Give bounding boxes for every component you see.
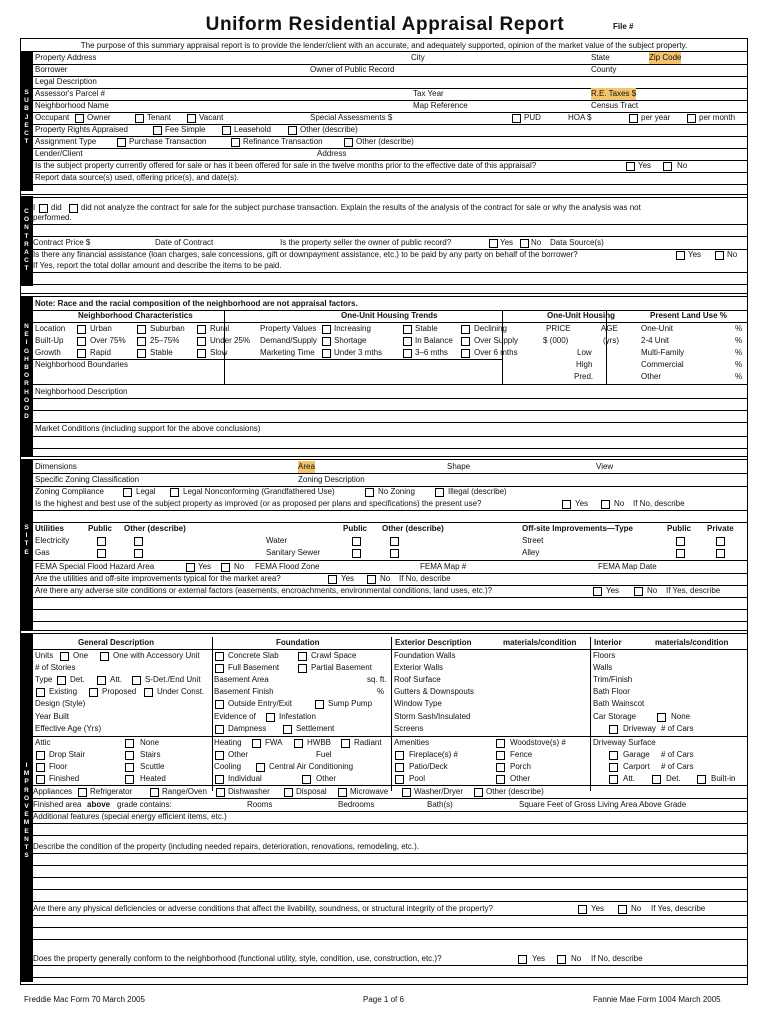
state-label: State	[591, 53, 610, 62]
section-band-letter: H	[24, 388, 29, 396]
section-band-letter: P	[24, 778, 29, 786]
hwbb-checkbox[interactable]	[294, 739, 303, 748]
section-band-letter: T	[24, 265, 29, 273]
section-band-letter: O	[23, 216, 30, 224]
illegal-checkbox[interactable]	[435, 488, 444, 497]
adverse-no-checkbox[interactable]	[634, 587, 643, 596]
contract-analysis-statement: did not analyze the contract for sale for the subject purchase transaction. Explain the results of the analysis of the contract for sale or why the analysis was not	[81, 203, 641, 212]
section-band-letter: I	[25, 762, 28, 769]
pud-checkbox[interactable]	[512, 114, 521, 123]
section-band-letter: U	[24, 97, 29, 105]
one-unit-housing-header: One-Unit Housing	[547, 311, 615, 320]
alley-private-checkbox[interactable]	[716, 549, 725, 558]
drop-stair-checkbox[interactable]	[36, 751, 45, 760]
under-construction-checkbox[interactable]	[144, 688, 153, 697]
lender-client-label: Lender/Client	[35, 149, 83, 158]
race-note: Note: Race and the racial composition of the neighborhood are not appraisal factors.	[35, 299, 358, 308]
dimensions-label: Dimensions	[35, 462, 77, 471]
stable-values-checkbox[interactable]	[403, 325, 412, 334]
section-band-letter: E	[24, 827, 29, 835]
owner-of-record-label: Owner of Public Record	[310, 65, 395, 74]
section-band-letter: B	[24, 364, 29, 371]
patio-checkbox[interactable]	[395, 763, 404, 772]
central-air-checkbox[interactable]	[256, 763, 265, 772]
section-band-letter: A	[24, 249, 29, 256]
section-band-improvements	[20, 634, 33, 982]
seller-yes-checkbox[interactable]	[489, 239, 498, 248]
over-supply-checkbox[interactable]	[461, 337, 470, 346]
leasehold-checkbox[interactable]	[222, 126, 231, 135]
individual-checkbox[interactable]	[215, 775, 224, 784]
contract-data-sources-label: Data Source(s)	[550, 238, 604, 247]
view-label: View	[596, 462, 614, 471]
driveway-checkbox[interactable]	[609, 725, 618, 734]
dampness-checkbox[interactable]	[215, 725, 224, 734]
25-75-checkbox[interactable]	[137, 337, 146, 346]
contract-price-label: Contract Price $	[33, 238, 91, 247]
assistance-if-yes-label: If Yes, report the total dollar amount and describe the items to be paid.	[33, 261, 282, 270]
section-band-letter: N	[24, 835, 29, 843]
census-tract-label: Census Tract	[591, 101, 639, 110]
neighborhood-description-label: Neighborhood Description	[35, 387, 128, 396]
water-other-checkbox[interactable]	[390, 537, 399, 546]
no-zoning-checkbox[interactable]	[365, 488, 374, 497]
deficiency-no-checkbox[interactable]	[618, 905, 627, 914]
fannie-mae-form-label: Fannie Mae Form 1004 March 2005	[593, 995, 721, 1004]
electricity-other-checkbox[interactable]	[134, 537, 143, 546]
section-band-letter: C	[24, 257, 29, 265]
tenant-checkbox[interactable]	[135, 114, 144, 123]
file-number-label: File #	[613, 22, 634, 31]
zoning-compliance-label: Zoning Compliance	[35, 487, 104, 496]
re-taxes-field[interactable]: R.E. Taxes $	[591, 89, 637, 98]
electricity-public-checkbox[interactable]	[97, 537, 106, 546]
hbu-no-checkbox[interactable]	[601, 500, 610, 509]
offered-no-checkbox[interactable]	[663, 162, 672, 171]
radiant-checkbox[interactable]	[341, 739, 350, 748]
section-band-letter: M	[23, 770, 30, 778]
section-band-letter: O	[23, 372, 30, 380]
woodstove-checkbox[interactable]	[496, 739, 505, 748]
settlement-checkbox[interactable]	[283, 725, 292, 734]
section-band-letter: T	[24, 138, 29, 146]
rights-other-checkbox[interactable]	[288, 126, 297, 135]
disposal-checkbox[interactable]	[284, 788, 293, 797]
sump-pump-checkbox[interactable]	[315, 700, 324, 709]
crawl-space-checkbox[interactable]	[298, 652, 307, 661]
utilities-typical-question: Are the utilities and off-site improvements typical for the market area?	[35, 574, 281, 583]
garage-checkbox[interactable]	[609, 751, 618, 760]
alley-public-checkbox[interactable]	[676, 549, 685, 558]
seller-no-checkbox[interactable]	[520, 239, 529, 248]
foundation-header: Foundation	[276, 638, 320, 647]
increasing-checkbox[interactable]	[322, 325, 331, 334]
utilities-header: Utilities	[35, 524, 64, 533]
finished-checkbox[interactable]	[36, 775, 45, 784]
exterior-description-header: Exterior Description	[395, 638, 472, 647]
infestation-checkbox[interactable]	[266, 713, 275, 722]
purchase-checkbox[interactable]	[117, 138, 126, 147]
assist-yes-checkbox[interactable]	[676, 251, 685, 260]
adverse-yes-checkbox[interactable]	[593, 587, 602, 596]
3-6-checkbox[interactable]	[403, 349, 412, 358]
rapid-checkbox[interactable]	[77, 349, 86, 358]
general-description-header: General Description	[78, 638, 155, 647]
page-footer	[0, 994, 770, 1006]
parcel-label: Assessor's Parcel #	[35, 89, 105, 98]
row	[33, 52, 747, 64]
type-det-checkbox[interactable]	[57, 676, 66, 685]
county-label: County	[591, 65, 617, 74]
per-year-checkbox[interactable]	[629, 114, 638, 123]
car-storage-none-checkbox[interactable]	[657, 713, 666, 722]
additional-features-label: Additional features (special energy efficient items, etc.)	[33, 812, 227, 821]
stable-growth-checkbox[interactable]	[137, 349, 146, 358]
section-band-letter: C	[24, 130, 29, 137]
page-number: Page 1 of 6	[363, 995, 404, 1004]
water-public-checkbox[interactable]	[352, 537, 361, 546]
fema-no-checkbox[interactable]	[221, 563, 230, 572]
special-assessments-label: Special Assessments $	[310, 113, 393, 122]
proposed-checkbox[interactable]	[89, 688, 98, 697]
land-use-header: Present Land Use %	[650, 311, 727, 320]
section-band-letter: C	[24, 208, 29, 215]
location-label: Location	[35, 324, 66, 333]
typical-no-checkbox[interactable]	[367, 575, 376, 584]
carport-checkbox[interactable]	[609, 763, 618, 772]
condition-label: Describe the condition of the property (including needed repairs, deterioration, renovations, remodeling, etc.).	[33, 842, 419, 851]
report-data-source-label: Report data source(s) used, offering price(s), and date(s).	[35, 173, 239, 182]
section-band-letter: T	[24, 540, 29, 548]
porch-checkbox[interactable]	[496, 763, 505, 772]
washer-dryer-checkbox[interactable]	[402, 788, 411, 797]
in-balance-checkbox[interactable]	[403, 337, 412, 346]
gas-public-checkbox[interactable]	[97, 549, 106, 558]
attic-none-checkbox[interactable]	[125, 739, 134, 748]
gas-other-checkbox[interactable]	[134, 549, 143, 558]
section-band-letter: I	[25, 532, 28, 540]
conform-yes-checkbox[interactable]	[518, 955, 527, 964]
refrigerator-checkbox[interactable]	[78, 788, 87, 797]
section-band-contract	[20, 196, 33, 286]
section-band-neighborhood	[20, 297, 33, 457]
section-band-letter: D	[24, 413, 29, 421]
hoa-label: HOA $	[568, 113, 592, 122]
pool-checkbox[interactable]	[395, 775, 404, 784]
zoning-description-label: Zoning Description	[298, 475, 365, 484]
lender-address-label: Address	[317, 149, 347, 158]
units-accessory-checkbox[interactable]	[100, 652, 109, 661]
section-band-letter: T	[24, 232, 29, 240]
zoning-class-label: Specific Zoning Classification	[35, 475, 140, 484]
adverse-conditions-question: Are there any adverse site conditions or external factors (easements, encroachments, environmental conditions, land uses, etc.)?	[35, 586, 493, 595]
zip-code-field[interactable]: Zip Code	[649, 53, 682, 62]
section-band-subject	[20, 51, 33, 191]
suburban-checkbox[interactable]	[137, 325, 146, 334]
dishwasher-checkbox[interactable]	[216, 788, 225, 797]
fee-simple-checkbox[interactable]	[153, 126, 162, 135]
map-reference-label: Map Reference	[413, 101, 468, 110]
street-public-checkbox[interactable]	[676, 537, 685, 546]
property-address-label: Property Address	[35, 53, 97, 62]
fema-yes-checkbox[interactable]	[186, 563, 195, 572]
freddie-mac-form-label: Freddie Mac Form 70 March 2005	[24, 995, 145, 1004]
section-band-letter: O	[23, 396, 30, 404]
section-band-letter: R	[24, 380, 29, 388]
conform-no-checkbox[interactable]	[557, 955, 566, 964]
fireplace-checkbox[interactable]	[395, 751, 404, 760]
offered-for-sale-question: Is the subject property currently offered for sale or has it been offered for sale in the twelve months prior to the effective date of this appraisal?	[35, 161, 537, 170]
rural-checkbox[interactable]	[197, 325, 206, 334]
section-band-letter: E	[24, 331, 29, 339]
section-band-letter: O	[23, 794, 30, 802]
microwave-checkbox[interactable]	[338, 788, 347, 797]
under-3-checkbox[interactable]	[322, 349, 331, 358]
over-75-checkbox[interactable]	[77, 337, 86, 346]
city-label: City	[411, 53, 425, 62]
neighborhood-name-label: Neighborhood Name	[35, 101, 109, 110]
heated-checkbox[interactable]	[125, 775, 134, 784]
typical-yes-checkbox[interactable]	[328, 575, 337, 584]
range-checkbox[interactable]	[150, 788, 159, 797]
declining-checkbox[interactable]	[461, 325, 470, 334]
fwa-checkbox[interactable]	[252, 739, 261, 748]
purpose-statement: The purpose of this summary appraisal report is to provide the lender/client with an accurate, and adequately supported, opinion of the market value of the subject property.	[80, 41, 688, 50]
heating-other-checkbox[interactable]	[215, 751, 224, 760]
fema-area-label: FEMA Special Flood Hazard Area	[35, 562, 155, 571]
full-basement-checkbox[interactable]	[215, 664, 224, 673]
rights-appraised-label: Property Rights Appraised	[35, 125, 128, 134]
urban-checkbox[interactable]	[77, 325, 86, 334]
partial-basement-checkbox[interactable]	[298, 664, 307, 673]
section-band-letter: S	[24, 852, 29, 860]
section-band-letter: N	[24, 224, 29, 232]
type-sdet-checkbox[interactable]	[132, 676, 141, 685]
legal-description-label: Legal Description	[35, 77, 97, 86]
financial-assistance-question: Is there any financial assistance (loan charges, sale concessions, gift or downpayment assistance, etc.) to be paid by any party on behalf of the borrower?	[33, 250, 578, 259]
owner-checkbox[interactable]	[75, 114, 84, 123]
garage-det-checkbox[interactable]	[652, 775, 661, 784]
fence-checkbox[interactable]	[496, 751, 505, 760]
section-band-site	[20, 460, 33, 630]
existing-checkbox[interactable]	[36, 688, 45, 697]
street-private-checkbox[interactable]	[716, 537, 725, 546]
offsite-improvements-header: Off-site Improvements—Type	[522, 524, 633, 533]
section-band-letter: B	[24, 105, 29, 113]
occupant-label: Occupant	[35, 113, 70, 122]
under-25-checkbox[interactable]	[197, 337, 206, 346]
per-month-checkbox[interactable]	[687, 114, 696, 123]
offered-yes-checkbox[interactable]	[626, 162, 635, 171]
housing-trends-header: One-Unit Housing Trends	[341, 311, 438, 320]
deficiency-yes-checkbox[interactable]	[578, 905, 587, 914]
section-band-letter: R	[24, 240, 29, 248]
assignment-other-checkbox[interactable]	[344, 138, 353, 147]
section-band-letter: E	[24, 121, 29, 129]
market-conditions-label: Market Conditions (including support for the above conclusions)	[35, 424, 261, 433]
section-band-letter: S	[24, 89, 29, 96]
area-field[interactable]: Area	[298, 462, 315, 471]
highest-best-use-question: Is the highest and best use of the subject property as improved (or as proposed per plans and specifications) the present use?	[35, 499, 482, 508]
interior-header: Interior	[594, 638, 622, 647]
outside-entry-checkbox[interactable]	[215, 700, 224, 709]
type-att-checkbox[interactable]	[97, 676, 106, 685]
amenities-other-checkbox[interactable]	[496, 775, 505, 784]
assist-no-checkbox[interactable]	[715, 251, 724, 260]
shortage-checkbox[interactable]	[322, 337, 331, 346]
section-band-letter: V	[24, 803, 29, 810]
report-title: Uniform Residential Appraisal Report	[205, 14, 565, 35]
concrete-slab-checkbox[interactable]	[215, 652, 224, 661]
legal-checkbox[interactable]	[123, 488, 132, 497]
hbu-yes-checkbox[interactable]	[562, 500, 571, 509]
appliances-other-checkbox[interactable]	[474, 788, 483, 797]
refinance-checkbox[interactable]	[231, 138, 240, 147]
tax-year-label: Tax Year	[413, 89, 444, 98]
assignment-type-label: Assignment Type	[35, 137, 97, 146]
sewer-public-checkbox[interactable]	[352, 549, 361, 558]
units-one-checkbox[interactable]	[60, 652, 69, 661]
sewer-other-checkbox[interactable]	[390, 549, 399, 558]
over-6-checkbox[interactable]	[461, 349, 470, 358]
section-band-letter: N	[24, 323, 29, 330]
neighborhood-characteristics-header: Neighborhood Characteristics	[78, 311, 193, 320]
shape-label: Shape	[447, 462, 471, 471]
section-band-letter: M	[23, 819, 30, 827]
slow-checkbox[interactable]	[197, 349, 206, 358]
section-band-letter: G	[23, 347, 30, 355]
section-band-letter: I	[25, 339, 28, 347]
section-band-letter: E	[24, 811, 29, 819]
deficiencies-question: Are there any physical deficiencies or adverse conditions that affect the livability, soundness, or structural integrity of the property?	[33, 904, 493, 913]
nonconforming-checkbox[interactable]	[170, 488, 179, 497]
neighborhood-boundaries-label: Neighborhood Boundaries	[35, 360, 128, 369]
section-band-letter: H	[24, 355, 29, 363]
section-band-letter: S	[24, 524, 29, 531]
garage-att-checkbox[interactable]	[609, 775, 618, 784]
garage-builtin-checkbox[interactable]	[697, 775, 706, 784]
conformity-question: Does the property generally conform to the neighborhood (functional utility, style, condition, use, construction, etc.)?	[33, 954, 442, 963]
section-band-letter: T	[24, 844, 29, 851]
contract-date-label: Date of Contract	[155, 238, 214, 247]
floor-checkbox[interactable]	[36, 763, 45, 772]
section-band-letter: O	[23, 405, 30, 412]
scuttle-checkbox[interactable]	[125, 763, 134, 772]
cooling-other-checkbox[interactable]	[302, 775, 311, 784]
borrower-label: Borrower	[35, 65, 68, 74]
section-band-letter: R	[24, 786, 29, 794]
section-band-letter: E	[24, 548, 29, 556]
section-band-letter: J	[24, 113, 29, 121]
vacant-checkbox[interactable]	[187, 114, 196, 123]
seller-owner-question: Is the property seller the owner of public record?	[280, 238, 452, 247]
stairs-checkbox[interactable]	[125, 751, 134, 760]
